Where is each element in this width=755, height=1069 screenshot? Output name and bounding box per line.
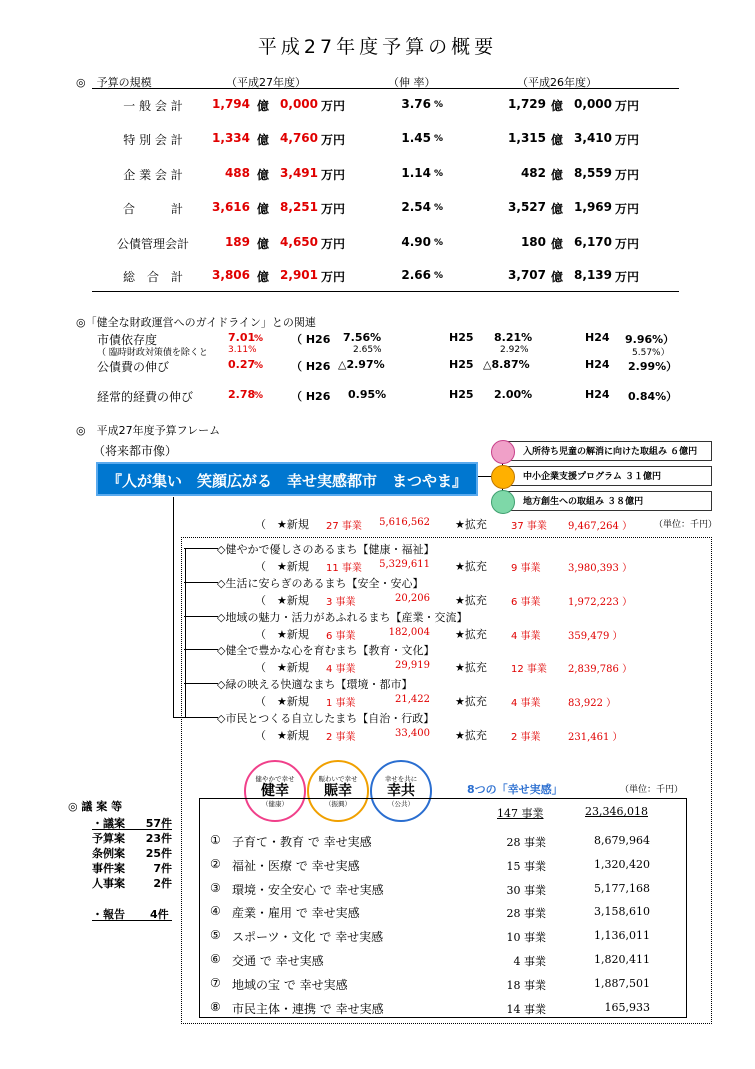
- current-man: 4,650: [280, 235, 318, 249]
- prev-man: 1,969: [574, 200, 612, 214]
- exp-label: ★拡充: [455, 560, 487, 573]
- h26-label: （ H26: [291, 390, 331, 403]
- policy-title: ◇地域の魅力・活力があふれるまち【産業・交流】: [217, 611, 468, 624]
- circle-title: 健幸: [261, 783, 289, 799]
- row-number: ⑥: [210, 952, 221, 966]
- exp-count: 6 事業: [511, 597, 541, 608]
- exp-label: ★拡充: [455, 628, 487, 641]
- unit-man: 万円: [321, 270, 346, 284]
- row-name: 企 業 会 計: [123, 168, 183, 182]
- pct-unit: %: [434, 134, 444, 144]
- col-current-header: （平成27年度）: [226, 76, 306, 89]
- new-count: 1 事業: [326, 698, 356, 709]
- bond-h25: △8.87%: [483, 358, 530, 371]
- h26-label: （ H26: [291, 333, 331, 346]
- current-oku: 3,616: [212, 200, 250, 214]
- unit-oku: 億: [551, 133, 564, 147]
- growth-rate: 2.66: [401, 268, 431, 282]
- policy-title: ◇市民とつくる自立したまち【自治・行政】: [217, 712, 435, 725]
- debt-h24-sub: 5.57%）: [632, 348, 670, 358]
- growth-rate: 1.14: [401, 166, 431, 180]
- new-amount: 21,422: [395, 694, 430, 705]
- h24-label: H24: [585, 331, 610, 344]
- row-label: 市民主体・連携 で 幸せ実感: [232, 1001, 384, 1016]
- circle-sub: （公共）: [388, 800, 414, 808]
- new-amount: 5,329,611: [379, 559, 430, 570]
- pct-unit: %: [434, 238, 444, 248]
- ordinary-h26: 0.95%: [348, 388, 387, 401]
- row-amount: 1,820,411: [594, 953, 650, 966]
- current-man: 0,000: [280, 97, 318, 111]
- growth-rate: 3.76: [401, 97, 431, 111]
- bracket-tick: [184, 616, 218, 617]
- report-value: 4件: [150, 908, 169, 921]
- unit-man: 万円: [615, 237, 640, 251]
- unit-oku: 億: [551, 99, 564, 113]
- bill-value: 25件: [145, 847, 172, 860]
- happiness-heading: 8つの「幸せ実感」: [467, 783, 563, 796]
- bracket-tick: [184, 683, 218, 684]
- circle-caption: 賑わいで幸せ: [318, 775, 358, 783]
- circle-sub: （健康）: [262, 800, 288, 808]
- bill-value: 23件: [145, 832, 172, 845]
- debt-h26-sub: 2.65%: [353, 345, 382, 355]
- underline: [92, 920, 172, 921]
- unit-oku: 億: [257, 168, 270, 182]
- circle-title: 幸共: [387, 783, 415, 799]
- prev-man: 8,559: [574, 166, 612, 180]
- policy-title: ◇生活に安らぎのあるまち【安全・安心】: [217, 577, 424, 590]
- underline: [92, 829, 172, 830]
- prev-oku: 1,315: [508, 131, 546, 145]
- prev-oku: 3,527: [508, 200, 546, 214]
- bills-heading: ◎ 議 案 等: [68, 800, 123, 813]
- bond-value: 0.27: [228, 358, 256, 371]
- happiness-total-amt: 23,346,018: [585, 805, 648, 818]
- pct-unit: %: [254, 361, 264, 371]
- new-count: 3 事業: [326, 597, 356, 608]
- debt-h25: 8.21%: [494, 331, 533, 344]
- city-slogan: 『人が集い 笑顔広がる 幸せ実感都市 まつやま』: [96, 462, 478, 496]
- prev-man: 0,000: [574, 97, 612, 111]
- current-man: 3,491: [280, 166, 318, 180]
- bill-label: 予算案: [92, 832, 125, 845]
- row-number: ⑧: [210, 999, 221, 1014]
- row-label: 交通 で 幸せ実感: [232, 954, 324, 968]
- row-label: 子育て・教育 で 幸せ実感: [232, 835, 372, 849]
- unit-man: 万円: [321, 133, 346, 147]
- new-label: （ ★新規: [255, 661, 309, 674]
- new-amount: 182,004: [388, 627, 430, 638]
- prev-oku: 482: [520, 166, 546, 180]
- exp-count: 9 事業: [511, 563, 541, 574]
- bill-label: 事件案: [92, 862, 125, 875]
- bracket-tick: [184, 548, 218, 549]
- row-count: 28 事業: [506, 907, 546, 921]
- vision-label: （将来都市像）: [93, 444, 178, 458]
- row-count: 15 事業: [506, 859, 546, 873]
- row-count: 14 事業: [506, 1002, 546, 1016]
- new-count: 6 事業: [326, 631, 356, 642]
- h24-label: H24: [585, 388, 610, 401]
- row-count: 4 事業: [513, 955, 546, 968]
- new-amount: 20,206: [395, 593, 430, 604]
- circle-title: 賑幸: [324, 783, 352, 799]
- unit-oku: 億: [257, 99, 270, 113]
- row-count: 28 事業: [506, 836, 546, 849]
- current-oku: 488: [224, 166, 250, 180]
- debt-note: （ 臨時財政対策債を除くと: [97, 348, 208, 358]
- callout-childcare: 入所待ち児童の解消に向けた取組み ６億円: [502, 441, 712, 461]
- h24-label: H24: [585, 358, 610, 371]
- page-title: 平成27年度予算の概要: [257, 36, 498, 58]
- callout-sme: 中小企業支援プログラム ３１億円: [502, 466, 712, 486]
- h25-label: H25: [449, 358, 474, 371]
- report-label: ・報告: [92, 908, 125, 921]
- bracket-tick: [184, 582, 218, 583]
- exp-amount: 83,922 ）: [568, 698, 617, 709]
- callout-regional: 地方創生への取組み ３８億円: [502, 491, 712, 511]
- new-amount: 33,400: [395, 728, 430, 739]
- current-man: 8,251: [280, 200, 318, 214]
- scale-heading: ◎ 予算の規模: [76, 76, 152, 89]
- bond-h24: 2.99%）: [628, 360, 678, 373]
- circle-sub: （振興）: [325, 800, 351, 808]
- new-amount: 29,919: [395, 660, 430, 671]
- prev-oku: 3,707: [508, 268, 546, 282]
- exp-count: 4 事業: [511, 631, 541, 642]
- pct-unit: %: [434, 169, 444, 179]
- exp-amount: 231,461 ）: [568, 732, 623, 743]
- row-number: ②: [210, 856, 221, 871]
- new-count: 4 事業: [326, 664, 356, 675]
- current-oku: 1,334: [212, 131, 250, 145]
- exp-amount: 1,972,223 ）: [568, 597, 633, 608]
- green-dot-icon: [491, 490, 515, 514]
- unit-man: 万円: [615, 168, 640, 182]
- new-amount: 5,616,562: [379, 517, 430, 528]
- growth-rate: 2.54: [401, 200, 431, 214]
- h25-label: H25: [449, 388, 474, 401]
- unit-oku: 億: [551, 202, 564, 216]
- exp-amount: 3,980,393 ）: [568, 563, 633, 574]
- bond-label: 公債費の伸び: [97, 360, 170, 374]
- orange-dot-icon: [491, 465, 515, 489]
- row-name: 一 般 会 計: [123, 99, 183, 113]
- row-amount: 1,136,011: [594, 929, 650, 943]
- new-label: （ ★新規: [255, 518, 309, 531]
- exp-label: ★拡充: [455, 594, 487, 607]
- ordinary-label: 経常的経費の伸び: [97, 390, 194, 404]
- bracket-tick: [184, 649, 218, 650]
- new-label: （ ★新規: [255, 729, 309, 742]
- unit-man: 万円: [321, 202, 346, 216]
- policy-title: ◇緑の映える快適なまち【環境・都市】: [217, 678, 413, 691]
- ordinary-h24: 0.84%）: [628, 390, 678, 403]
- h25-label: H25: [449, 331, 474, 344]
- divider: [92, 88, 679, 89]
- unit-oku: 億: [257, 133, 270, 147]
- h26-label: （ H26: [291, 360, 331, 373]
- row-amount: 1,320,420: [594, 857, 650, 871]
- current-oku: 189: [224, 235, 250, 249]
- exp-label: ★拡充: [455, 661, 487, 674]
- circle-caption: 健やかで幸せ: [255, 775, 295, 783]
- bill-label: 人事案: [92, 877, 125, 890]
- row-amount: 8,679,964: [594, 834, 650, 847]
- unit-oku: 億: [551, 237, 564, 251]
- col-prev-header: （平成26年度）: [517, 76, 597, 89]
- pct-unit: %: [254, 391, 264, 401]
- new-count: 11 事業: [326, 563, 362, 574]
- row-number: ⑦: [210, 975, 221, 990]
- circle-caption: 幸せを共に: [384, 775, 418, 783]
- exp-amount: 359,479 ）: [568, 631, 623, 642]
- row-count: 10 事業: [506, 931, 546, 945]
- unit-oku: 億: [257, 202, 270, 216]
- exp-count: 2 事業: [511, 732, 541, 743]
- policy-title: ◇健やかで優しさのあるまち【健康・福祉】: [217, 543, 435, 556]
- growth-rate: 1.45: [401, 131, 431, 145]
- row-label: 環境・安全安心 で 幸せ実感: [232, 882, 384, 897]
- current-man: 4,760: [280, 131, 318, 145]
- pct-unit: %: [434, 271, 444, 281]
- new-label: （ ★新規: [255, 594, 309, 607]
- new-count: 2 事業: [326, 732, 356, 743]
- exp-amount: 2,839,786 ）: [568, 664, 633, 675]
- col-growth-header: （伸 率）: [388, 76, 436, 89]
- current-man: 2,901: [280, 268, 318, 282]
- bill-value: 7件: [153, 862, 172, 875]
- row-name: 特 別 会 計: [123, 133, 183, 147]
- debt-value: 7.01: [228, 331, 256, 344]
- row-label: スポーツ・文化 で 幸せ実感: [232, 930, 384, 945]
- exp-count: 12 事業: [511, 664, 547, 675]
- bond-h26: △2.97%: [338, 358, 385, 371]
- frame-unit: （単位：千円）: [654, 520, 718, 530]
- bracket-line: [173, 497, 174, 717]
- debt-value-sub: 3.11%: [228, 345, 257, 355]
- exp-label: ★拡充: [455, 518, 487, 531]
- new-label: （ ★新規: [255, 628, 309, 641]
- bill-label: 条例案: [92, 847, 125, 860]
- row-label: 福祉・医療 で 幸せ実感: [232, 858, 360, 873]
- exp-count: 37 事業: [511, 521, 547, 532]
- policy-title: ◇健全で豊かな心を育むまち【教育・文化】: [217, 644, 435, 657]
- exp-label: ★拡充: [455, 695, 487, 708]
- frame-heading: ◎ 平成27年度予算フレーム: [76, 424, 221, 437]
- debt-label: 市債依存度: [97, 333, 158, 347]
- new-label: （ ★新規: [255, 560, 309, 573]
- prev-man: 8,139: [574, 268, 612, 282]
- prev-oku: 1,729: [508, 97, 546, 111]
- unit-oku: 億: [551, 168, 564, 182]
- new-label: （ ★新規: [255, 695, 309, 708]
- row-number: ④: [210, 904, 221, 919]
- prev-oku: 180: [520, 235, 546, 249]
- ordinary-value: 2.78: [228, 388, 256, 401]
- row-label: 産業・雇用 で 幸せ実感: [232, 906, 360, 921]
- debt-h26: 7.56%: [343, 331, 382, 344]
- row-label: 地域の宝 で 幸せ実感: [232, 977, 348, 992]
- row-number: ⑤: [210, 928, 221, 943]
- unit-man: 万円: [615, 99, 640, 113]
- happiness-total-count: 147 事業: [497, 807, 544, 820]
- row-number: ①: [210, 833, 221, 847]
- row-name: 合 計: [122, 202, 183, 216]
- unit-man: 万円: [321, 168, 346, 182]
- guideline-heading: ◎「健全な財政運営へのガイドライン」との関連: [76, 316, 316, 329]
- pct-unit: %: [434, 100, 444, 110]
- current-oku: 1,794: [212, 97, 250, 111]
- unit-man: 万円: [615, 202, 640, 216]
- current-oku: 3,806: [212, 268, 250, 282]
- exp-count: 4 事業: [511, 698, 541, 709]
- pct-unit: %: [434, 203, 444, 213]
- row-amount: 1,887,501: [594, 976, 650, 990]
- growth-rate: 4.90: [401, 235, 431, 249]
- divider: [92, 291, 679, 292]
- bill-label: ・議案: [92, 817, 125, 830]
- pink-dot-icon: [491, 440, 515, 464]
- unit-man: 万円: [321, 99, 346, 113]
- unit-man: 万円: [321, 237, 346, 251]
- row-amount: 165,933: [604, 1000, 650, 1014]
- new-count: 27 事業: [326, 521, 362, 532]
- prev-man: 6,170: [574, 235, 612, 249]
- exp-label: ★拡充: [455, 729, 487, 742]
- unit-oku: 億: [257, 270, 270, 284]
- unit-man: 万円: [615, 133, 640, 147]
- row-name: 総 合 計: [122, 270, 183, 284]
- unit-man: 万円: [615, 270, 640, 284]
- happiness-unit: （単位：千円）: [620, 785, 684, 795]
- row-count: 30 事業: [506, 883, 546, 897]
- ordinary-h25: 2.00%: [494, 388, 533, 401]
- debt-h25-sub: 2.92%: [500, 345, 529, 355]
- row-number: ③: [210, 880, 221, 895]
- unit-oku: 億: [551, 270, 564, 284]
- row-amount: 3,158,610: [594, 905, 650, 919]
- bill-value: 57件: [145, 817, 172, 830]
- debt-h24: 9.96%）: [625, 333, 675, 346]
- bill-value: 2件: [153, 877, 172, 890]
- prev-man: 3,410: [574, 131, 612, 145]
- row-amount: 5,177,168: [594, 881, 650, 895]
- unit-oku: 億: [257, 237, 270, 251]
- pct-unit: %: [254, 334, 264, 344]
- row-count: 18 事業: [506, 978, 546, 992]
- row-name: 公債管理会計: [116, 237, 189, 251]
- bracket-tick: [184, 717, 218, 718]
- exp-amount: 9,467,264 ）: [568, 521, 633, 532]
